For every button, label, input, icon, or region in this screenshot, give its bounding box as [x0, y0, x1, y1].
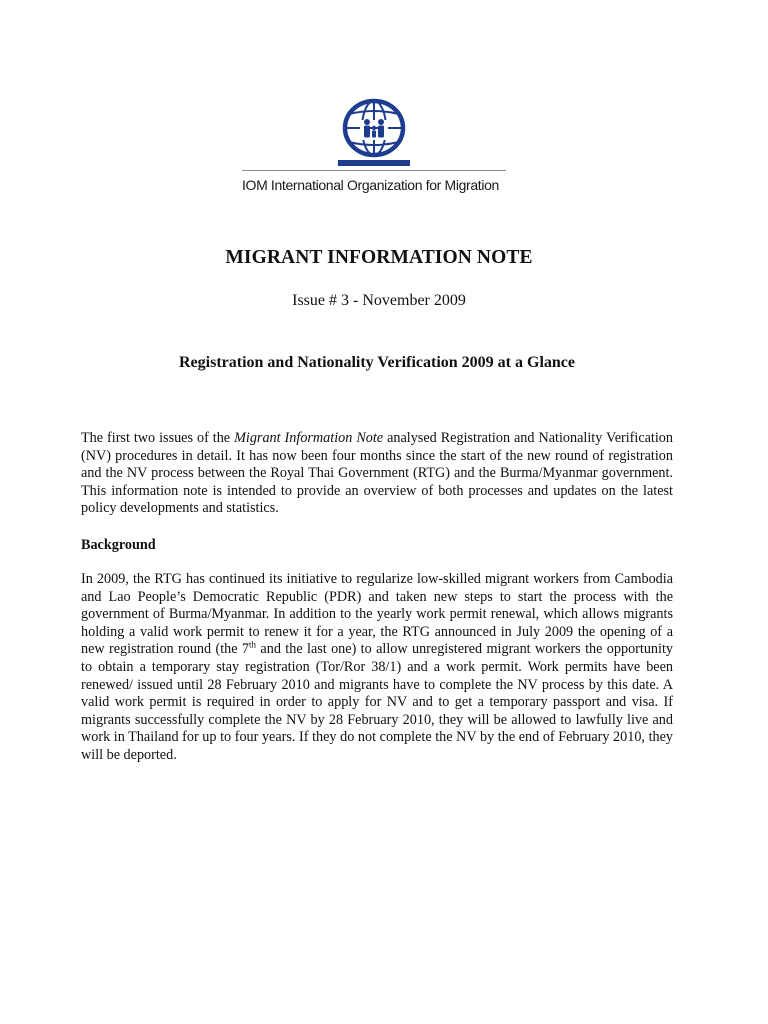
- intro-paragraph: [81, 430, 673, 518]
- iom-emblem-icon: [334, 98, 414, 168]
- intro-text-part1: The first two issues of the: [81, 430, 235, 446]
- ordinal-suffix: th: [249, 639, 257, 650]
- organization-name: IOM International Organization for Migration: [242, 177, 499, 193]
- background-text-part1: In 2009, the RTG has continued its initiative to regularize low-skilled migrant workers from Cambodia and Lao People’s Democratic Republic (PDR) and taken new steps to start the process with the government of Burma/Myanmar. In addition to the yearly work permit renewal, which allows migrants holding a valid work permit to renew it for a year, the RTG announced in July 2009 the opening of a new registration round (the 7: [81, 571, 673, 658]
- iom-logo: [242, 98, 506, 198]
- intro-text-part2: analysed Registration and Nationality Verification (NV) procedures in detail. It has now been four months since the start of the new round of registration and the NV process between the Royal Thai Government (RTG) and the Burma/Myanmar government. This information note is intended to provide an overview of both processes and updates on the latest policy developments and statistics.: [81, 430, 673, 517]
- issue-line: Issue # 3 - November 2009: [292, 292, 466, 309]
- background-paragraph: [81, 571, 673, 765]
- intro-publication-title: Migrant Information Note: [234, 430, 384, 446]
- document-title: MIGRANT INFORMATION NOTE: [225, 247, 533, 268]
- logo-divider: [242, 170, 506, 171]
- background-text-part2: and the last one) to allow unregistered migrant workers the opportunity to obtain a temporary stay registration (Tor/Ror 38/1) and a work permit. Work permits have been renewed/ issued until 28 February 2010 and migrants have to complete the NV process by this date. A valid work permit is required in order to apply for NV and to get a temporary passport and visa. If migrants successfully complete the NV by 28 February 2010, they will be allowed to lawfully live and work in Thailand for up to four years. If they do not complete the NV by the end of February 2010, they will be deported.: [81, 641, 674, 763]
- document-subtitle: Registration and Nationality Verification 2009 at a Glance: [179, 354, 575, 371]
- background-heading: Background: [81, 537, 156, 553]
